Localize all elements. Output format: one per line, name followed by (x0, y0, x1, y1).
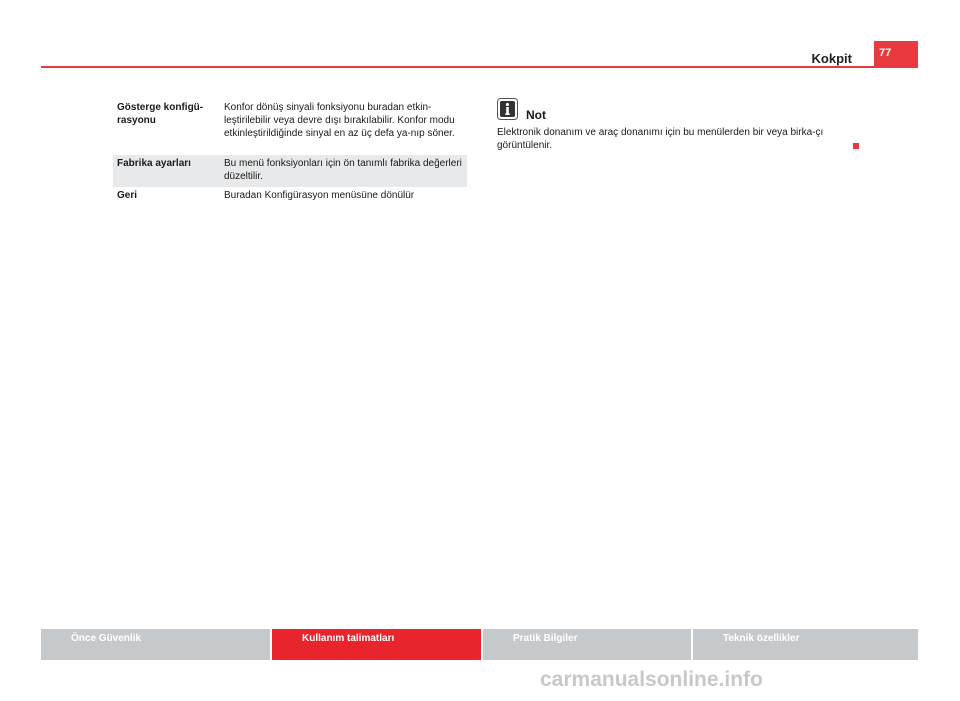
table-term: Fabrika ayarları (117, 158, 191, 169)
page-number: 77 (874, 41, 918, 68)
footer-tab-pratik-bilgiler[interactable]: Pratik Bilgiler (483, 629, 691, 660)
note-title: Not (526, 108, 546, 122)
footer-tab-kullanim-talimatlari[interactable]: Kullanım talimatları (272, 629, 481, 660)
watermark: carmanualsonline.info (540, 668, 763, 691)
table-description: Konfor dönüş sinyali fonksiyonu buradan etkin-leştirilebilir veya devre dışı bırakılabilir. Konfor modu etkinleştirildiğinde sinyal en az üç defa ya-nıp söner. (224, 102, 455, 139)
table-term: Gösterge konfigü-rasyonu (117, 102, 204, 126)
section-title: Kokpit (811, 51, 852, 66)
table-description: Buradan Konfigürasyon menüsüne dönülür (224, 190, 415, 201)
table-term: Geri (117, 190, 138, 201)
note-text: Elektronik donanım ve araç donanımı için bu menülerden bir veya birka-çı görüntülenir. (497, 127, 824, 151)
settings-table (113, 99, 467, 203)
info-icon (497, 98, 518, 120)
table-row (113, 99, 467, 155)
table-row (113, 155, 467, 187)
footer-tab-teknik-ozellikler[interactable]: Teknik özellikler (693, 629, 918, 660)
table-row (113, 187, 467, 203)
footer-nav (41, 629, 918, 660)
end-marker (853, 143, 859, 149)
header-rule (41, 66, 918, 68)
table-description: Bu menü fonksiyonları için ön tanımlı fabrika değerleri düzeltilir. (224, 158, 462, 182)
footer-tab-once-guvenlik[interactable]: Önce Güvenlik (41, 629, 270, 660)
